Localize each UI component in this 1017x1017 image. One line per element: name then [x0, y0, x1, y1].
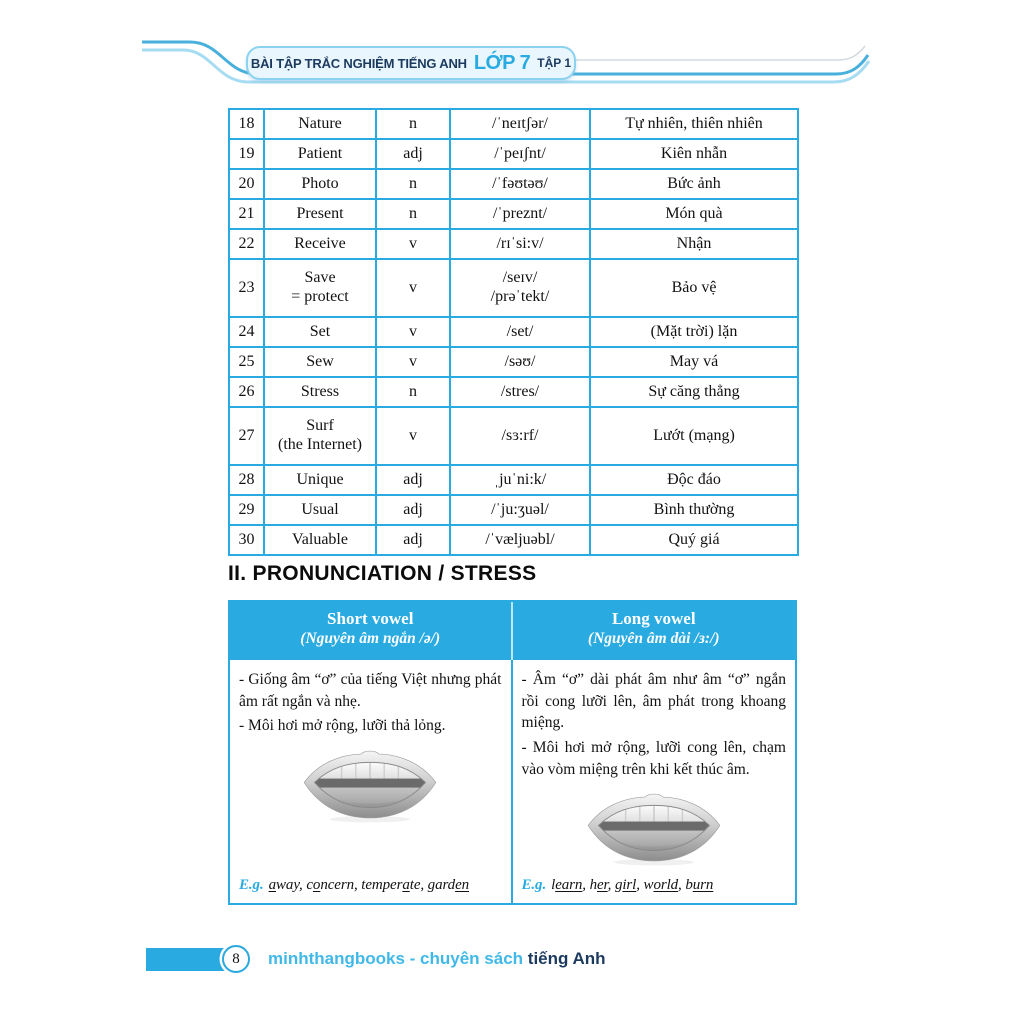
description-line: - Môi hơi mở rộng, lưỡi thả lỏng. — [239, 717, 446, 735]
pos-cell: adj — [376, 465, 450, 495]
meaning-cell: Kiên nhẫn — [590, 139, 798, 169]
section-heading: II. PRONUNCIATION / STRESS — [228, 562, 537, 585]
table-row — [229, 259, 798, 317]
word-cell: Receive — [264, 229, 376, 259]
word-cell: Unique — [264, 465, 376, 495]
meaning-cell: May vá — [590, 347, 798, 377]
word-cell: Set — [264, 317, 376, 347]
pos-cell: v — [376, 229, 450, 259]
footer-brand — [268, 949, 606, 969]
short-vowel-description — [239, 669, 502, 740]
row-number: 30 — [229, 525, 264, 555]
word-cell: Photo — [264, 169, 376, 199]
page-number: 8 — [232, 950, 240, 967]
table-row — [229, 465, 798, 495]
description-line: - Giống âm “ơ” của tiếng Việt nhưng phát âm rất ngắn và nhẹ. — [239, 671, 502, 710]
word-cell: Surf (the Internet) — [264, 407, 376, 465]
pronunciation-cell: /ˈvæljuəbl/ — [450, 525, 590, 555]
eg-label: E.g. — [239, 877, 264, 893]
word-cell: Save = protect — [264, 259, 376, 317]
example-words — [522, 875, 787, 896]
long-vowel-description — [522, 669, 787, 783]
pos-cell: v — [376, 407, 450, 465]
table-row — [229, 377, 798, 407]
long-vowel-cell — [513, 660, 796, 903]
table-row — [229, 347, 798, 377]
meaning-cell: Nhận — [590, 229, 798, 259]
meaning-cell: Lướt (mạng) — [590, 407, 798, 465]
description-line: - Môi hơi mở rộng, lưỡi cong lên, chạm vào vòm miệng trên khi kết thúc âm. — [521, 739, 786, 778]
pos-cell: adj — [376, 139, 450, 169]
table-row — [229, 229, 798, 259]
meaning-cell: Món quà — [590, 199, 798, 229]
pronunciation-cell: /ˈju:ʒuəl/ — [450, 495, 590, 525]
pronunciation-cell: /seɪv/ /prəˈtekt/ — [450, 259, 590, 317]
meaning-cell: Tự nhiên, thiên nhiên — [590, 109, 798, 139]
row-number: 19 — [229, 139, 264, 169]
long-vowel-header — [513, 602, 796, 660]
pronunciation-cell: /sɜ:rf/ — [450, 407, 590, 465]
meaning-cell: Bức ảnh — [590, 169, 798, 199]
pronunciation-cell: /səʊ/ — [450, 347, 590, 377]
book-title-grade: LỚP 7 — [473, 51, 531, 74]
publisher-tagline: tiếng Anh — [527, 949, 606, 968]
row-number: 18 — [229, 109, 264, 139]
pos-cell: v — [376, 317, 450, 347]
pos-cell: n — [376, 169, 450, 199]
publisher-name: minhthangbooks - chuyên sách — [268, 949, 524, 968]
table-row — [229, 407, 798, 465]
table-row — [229, 169, 798, 199]
table-row — [229, 109, 798, 139]
vocabulary-table-body — [229, 109, 798, 555]
row-number: 20 — [229, 169, 264, 199]
row-number: 24 — [229, 317, 264, 347]
short-vowel-cell — [230, 660, 513, 903]
short-vowel-header — [230, 602, 513, 660]
row-number: 21 — [229, 199, 264, 229]
meaning-cell: Quý giá — [590, 525, 798, 555]
book-title-volume: TẬP 1 — [537, 56, 572, 70]
word-cell: Patient — [264, 139, 376, 169]
word-cell: Nature — [264, 109, 376, 139]
meaning-cell: Sự căng thẳng — [590, 377, 798, 407]
table-row — [229, 525, 798, 555]
header-title-bubble — [246, 46, 576, 80]
row-number: 26 — [229, 377, 264, 407]
book-title: BÀI TẬP TRẮC NGHIỆM TIẾNG ANH — [250, 55, 467, 71]
short-vowel-title: Short vowel — [327, 609, 414, 628]
pronunciation-cell: /ˈpeɪʃnt/ — [450, 139, 590, 169]
pronunciation-table — [228, 600, 797, 905]
long-vowel-title: Long vowel — [611, 609, 696, 628]
short-vowel-subtitle: (Nguyên âm ngắn /ə/) — [300, 630, 441, 648]
word-cell: Stress — [264, 377, 376, 407]
pronunciation-cell: /set/ — [450, 317, 590, 347]
pos-cell: adj — [376, 495, 450, 525]
pos-cell: n — [376, 199, 450, 229]
page-number-badge — [222, 945, 250, 973]
word-cell: Present — [264, 199, 376, 229]
word-cell: Valuable — [264, 525, 376, 555]
pos-cell: n — [376, 377, 450, 407]
pos-cell: v — [376, 347, 450, 377]
pronunciation-cell: /ˈpreznt/ — [450, 199, 590, 229]
pronunciation-cell: /ˈfəʊtəʊ/ — [450, 169, 590, 199]
meaning-cell: Độc đáo — [590, 465, 798, 495]
table-row — [229, 317, 798, 347]
vocabulary-table — [228, 108, 799, 556]
lips-illustration — [583, 789, 725, 867]
row-number: 25 — [229, 347, 264, 377]
row-number: 27 — [229, 407, 264, 465]
description-line: - Âm “ơ” dài phát âm như âm “ơ” ngắn rồi cong lưỡi lên, âm phát trong khoang miệng. — [521, 671, 786, 732]
example-words — [239, 875, 502, 896]
meaning-cell: (Mặt trời) lặn — [590, 317, 798, 347]
meaning-cell: Bình thường — [590, 495, 798, 525]
lips-illustration — [299, 746, 441, 824]
pos-cell: v — [376, 259, 450, 317]
eg-word-list: away, concern, temperate, garden — [268, 877, 470, 893]
table-row — [229, 495, 798, 525]
row-number: 28 — [229, 465, 264, 495]
pos-cell: adj — [376, 525, 450, 555]
pronunciation-cell: /stres/ — [450, 377, 590, 407]
pos-cell: n — [376, 109, 450, 139]
pronunciation-cell: /rɪˈsi:v/ — [450, 229, 590, 259]
word-cell: Sew — [264, 347, 376, 377]
footer-accent-bar — [146, 948, 230, 971]
table-row — [229, 199, 798, 229]
word-cell: Usual — [264, 495, 376, 525]
pronunciation-cell: ˌjuˈni:k/ — [450, 465, 590, 495]
row-number: 22 — [229, 229, 264, 259]
meaning-cell: Bảo vệ — [590, 259, 798, 317]
eg-label: E.g. — [521, 877, 547, 893]
long-vowel-subtitle: (Nguyên âm dài /ɜ:/) — [587, 630, 720, 648]
eg-word-list: learn, her, girl, world, burn — [551, 877, 714, 893]
row-number: 29 — [229, 495, 264, 525]
table-row — [229, 139, 798, 169]
pronunciation-cell: /ˈneɪtʃər/ — [450, 109, 590, 139]
row-number: 23 — [229, 259, 264, 317]
